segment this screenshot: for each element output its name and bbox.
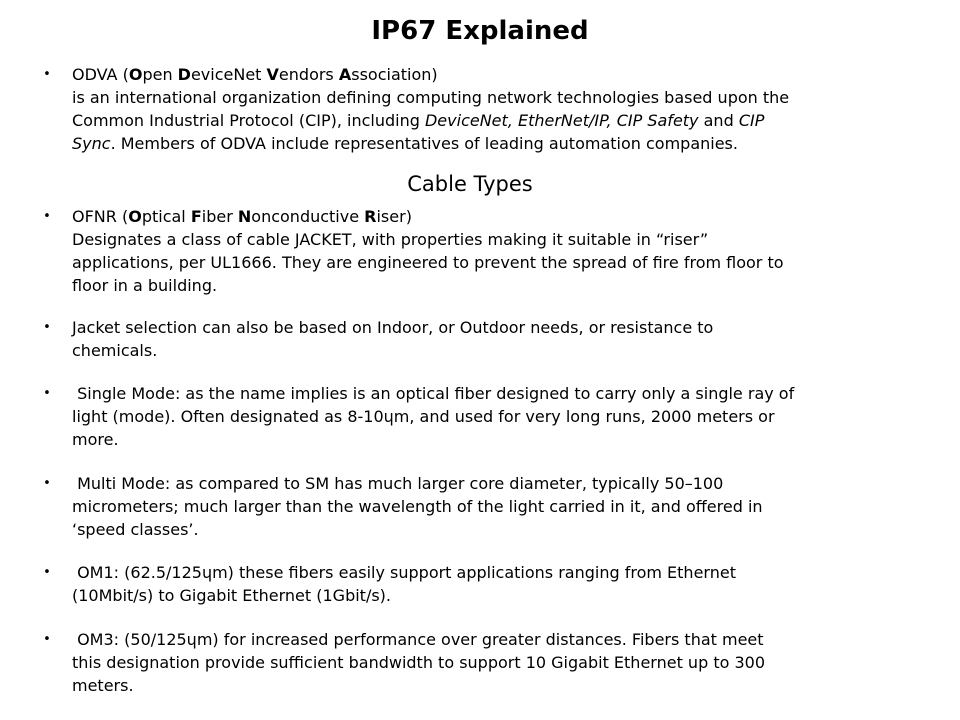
bullet-dot: • (43, 565, 51, 580)
ofnr-line: Designates a class of cable JACKET, with properties making it suitable in “riser” (72, 230, 709, 249)
acronym-letter: V (266, 65, 279, 84)
bullet-body (72, 561, 924, 607)
protocol-name: Sync (72, 134, 111, 153)
text-run: onconductive (251, 207, 365, 226)
bullet-odva (42, 63, 922, 155)
bullet-line: Single Mode: as the name implies is an optical fiber designed to carry only a single ray of (72, 384, 795, 403)
ofnr-heading (72, 205, 924, 228)
section-heading: Cable Types (407, 172, 533, 196)
odva-line (72, 109, 924, 132)
bullet-line: Jacket selection can also be based on Indoor, or Outdoor needs, or resistance to (72, 318, 714, 337)
acronym-letter: N (237, 207, 252, 226)
bullet-dot: • (43, 632, 51, 647)
bullet-line: meters. (72, 676, 134, 695)
bullet-line: chemicals. (72, 341, 158, 360)
bullet-body (72, 472, 924, 541)
bullet-dot: • (43, 476, 51, 491)
bullet-line: Multi Mode: as compared to SM has much larger core diameter, typically 50–100 (72, 474, 724, 493)
text-run: eviceNet (190, 65, 267, 84)
bullet-line: light (mode). Often designated as 8-10ɥm, and used for very long runs, 2000 meters or (72, 407, 775, 426)
bullet-multi-mode (42, 472, 922, 541)
odva-line (72, 132, 924, 155)
protocol-names: DeviceNet, EtherNet/IP, CIP Safety (424, 111, 699, 130)
slide-title: IP67 Explained (371, 16, 589, 46)
bullet-single-mode (42, 382, 922, 451)
bullet-line: micrometers; much larger than the wavelength of the light carried in it, and offered in (72, 497, 763, 516)
acronym-letter: D (177, 65, 191, 84)
bullet-dot: • (43, 386, 51, 401)
odva-line: is an international organization defining computing network technologies based upon the (72, 88, 790, 107)
acronym-letter: O (128, 65, 143, 84)
text-run: OFNR ( (72, 207, 129, 226)
bullet-om3 (42, 628, 922, 697)
bullet-body (72, 316, 924, 362)
text-run: pen (142, 65, 178, 84)
bullet-jacket-selection (42, 316, 922, 362)
text-run: iser) (376, 207, 412, 226)
odva-heading (72, 63, 924, 86)
bullet-body (72, 628, 924, 697)
acronym-letter: F (190, 207, 202, 226)
ofnr-line: floor in a building. (72, 276, 218, 295)
bullet-line: ‘speed classes’. (72, 520, 199, 539)
bullet-body (72, 205, 924, 297)
text-run: ODVA ( (72, 65, 129, 84)
bullet-om1 (42, 561, 922, 607)
bullet-dot: • (43, 209, 51, 224)
text-run: ptical (141, 207, 191, 226)
text-run: and (698, 111, 739, 130)
bullet-line: (10Mbit/s) to Gigabit Ethernet (1Gbit/s). (72, 586, 392, 605)
bullet-line: OM1: (62.5/125ɥm) these fibers easily support applications ranging from Ethernet (72, 563, 736, 582)
bullet-ofnr (42, 205, 922, 297)
bullet-line: this designation provide sufficient bandwidth to support 10 Gigabit Ethernet up to 300 (72, 653, 765, 672)
bullet-dot: • (43, 67, 51, 82)
bullet-body (72, 382, 924, 451)
acronym-letter: A (338, 65, 352, 84)
bullet-line: OM3: (50/125ɥm) for increased performance over greater distances. Fibers that meet (72, 630, 764, 649)
bullet-line: more. (72, 430, 119, 449)
text-run: endors (278, 65, 339, 84)
acronym-letter: O (128, 207, 142, 226)
protocol-name: CIP (738, 111, 765, 130)
text-run: iber (201, 207, 238, 226)
text-run: Common Industrial Protocol (CIP), including (72, 111, 425, 130)
bullet-body (72, 63, 924, 155)
ofnr-line: applications, per UL1666. They are engineered to prevent the spread of fire from floor to (72, 253, 784, 272)
text-run: ssociation) (351, 65, 438, 84)
acronym-letter: R (364, 207, 377, 226)
text-run: . Members of ODVA include representatives of leading automation companies. (110, 134, 738, 153)
bullet-dot: • (43, 320, 51, 335)
